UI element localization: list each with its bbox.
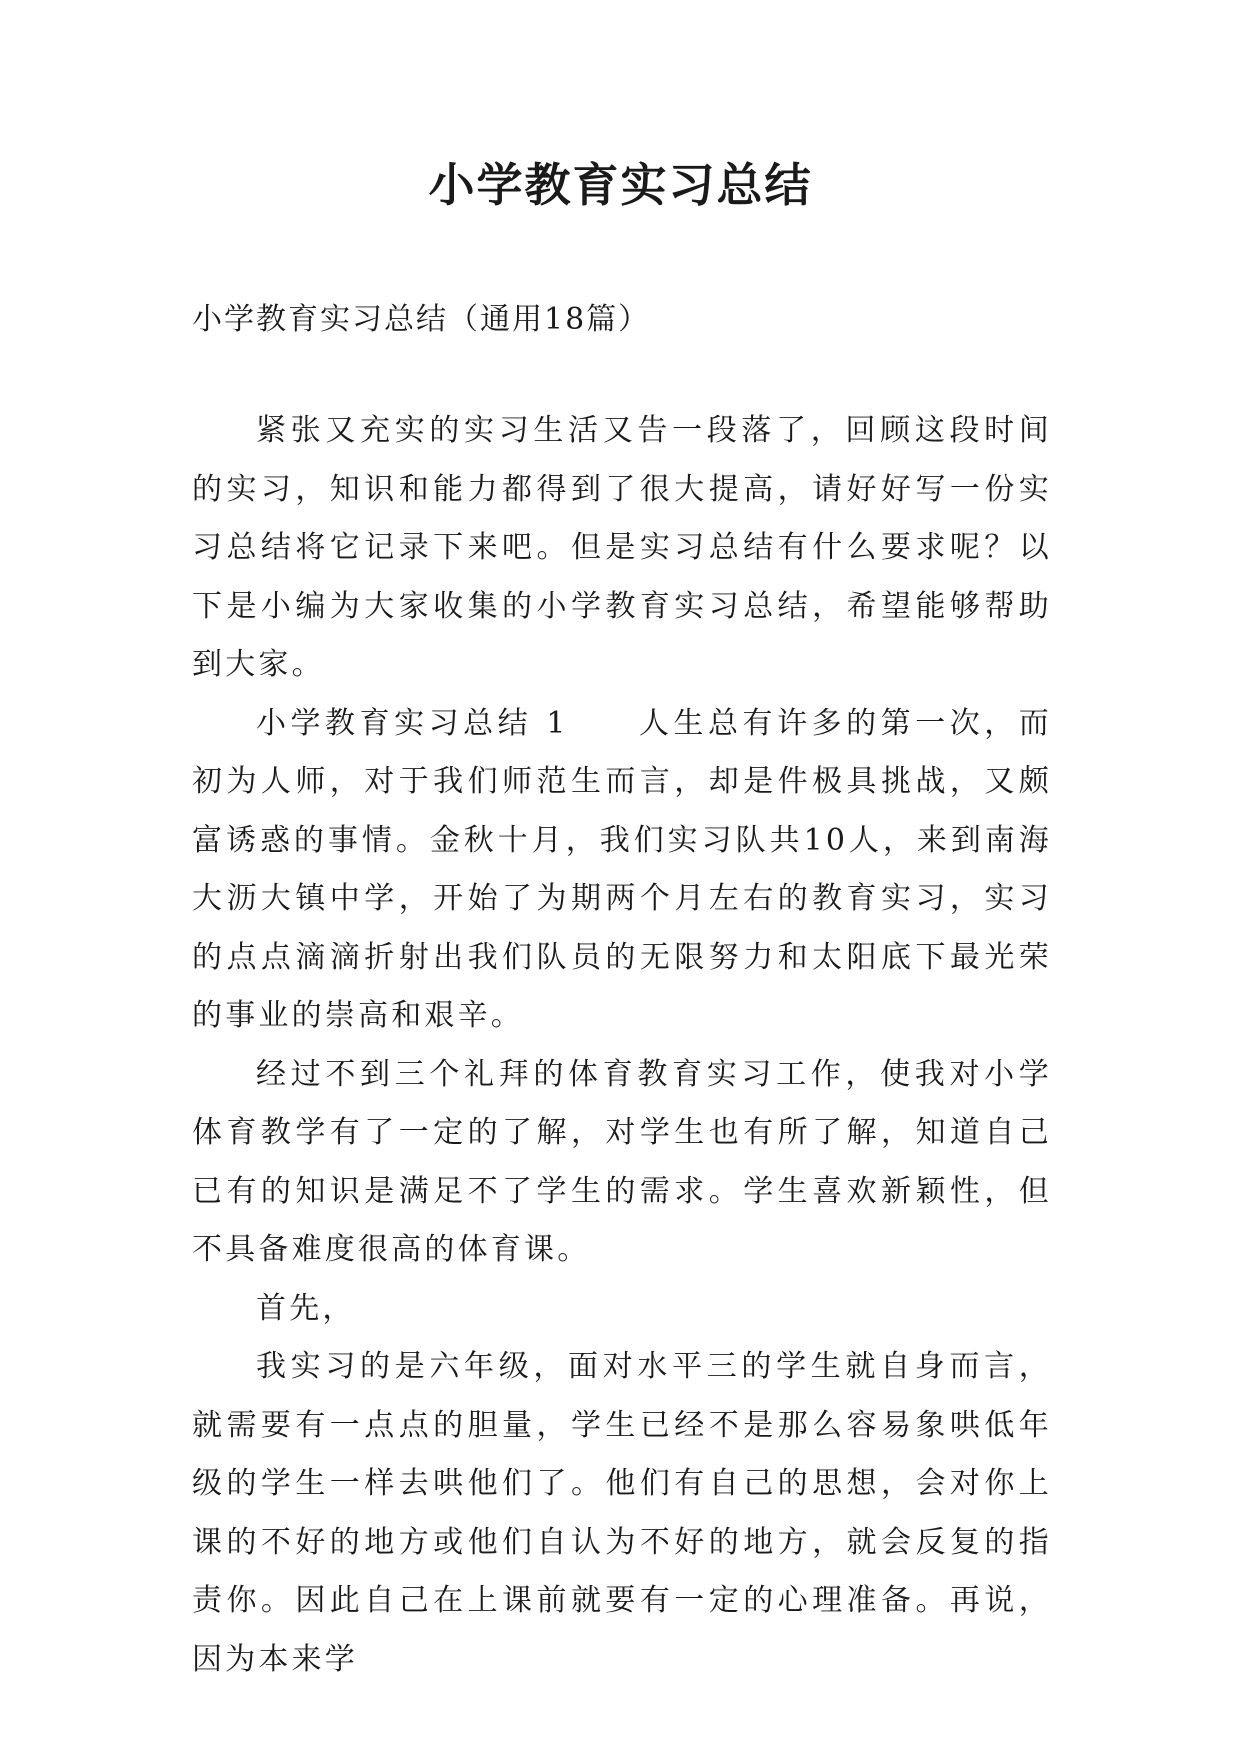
document-subtitle: 小学教育实习总结（通用18篇）	[192, 302, 651, 337]
paragraph-first: 首先，	[256, 1290, 356, 1326]
document-body	[192, 402, 1052, 1689]
paragraph-grade-six: 我实习的是六年级，面对水平三的学生就自身而言，就需要有一点点的胆量，学生已经不是那么容易象哄低年级的学生一样去哄他们了。他们有自己的思想，会对你上课的不好的地方或他们自认为不好的地方，就会反复的指责你。因此自己在上课前就要有一定的心理准备。再说，因为本来学	[192, 1349, 1052, 1677]
document-title: 小学教育实习总结	[428, 158, 813, 212]
paragraph-pe-teaching: 经过不到三个礼拜的体育教育实习工作，使我对小学体育教学有了一定的了解，对学生也有所了解，知道自己已有的知识是满足不了学生的需求。学生喜欢新颖性，但不具备难度很高的体育课。	[192, 1056, 1052, 1267]
paragraph-intro: 紧张又充实的实习生活又告一段落了，回顾这段时间的实习，知识和能力都得到了很大提高，请好好写一份实习总结将它记录下来吧。但是实习总结有什么要求呢？以下是小编为大家收集的小学教育实习总结，希望能够帮助到大家。	[192, 413, 1052, 682]
paragraph-summary-1: 小学教育实习总结 1 人生总有许多的第一次，而初为人师，对于我们师范生而言，却是件极具挑战，又颇富诱惑的事情。金秋十月，我们实习队共10人，来到南海大沥大镇中学，开始了为期两个月左右的教育实习，实习的点点滴滴折射出我们队员的无限努力和太阳底下最光荣的事业的崇高和艰辛。	[192, 705, 1052, 1033]
